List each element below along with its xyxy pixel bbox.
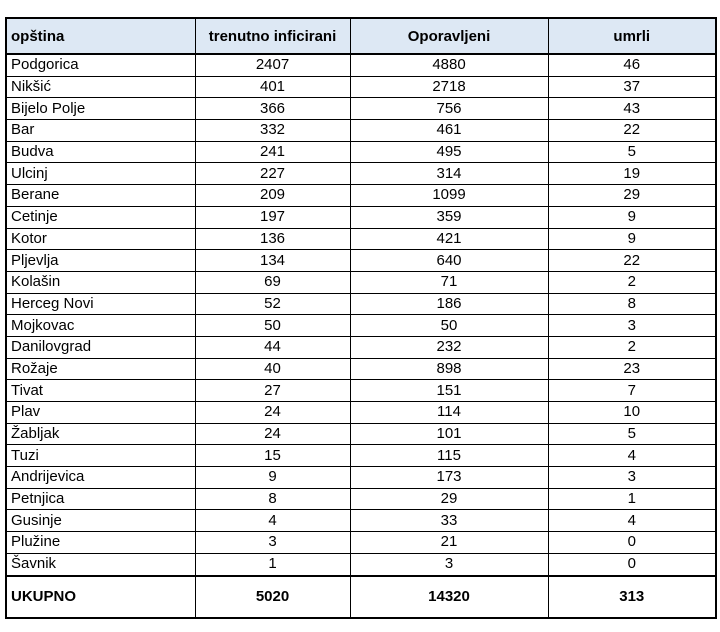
cell-municipality: Plužine [6,532,195,554]
table-row [6,510,716,532]
cell-deceased: 22 [548,120,716,142]
cell-currently-infected: 2407 [195,54,350,76]
cell-recovered: 29 [350,488,548,510]
table-row [6,76,716,98]
table-row [6,163,716,185]
cell-municipality: Danilovgrad [6,336,195,358]
cell-deceased: 5 [548,423,716,445]
header-recovered: Oporavljeni [350,18,548,54]
table-row [6,315,716,337]
cell-deceased: 10 [548,402,716,424]
cell-recovered: 232 [350,336,548,358]
cell-deceased: 3 [548,467,716,489]
table-row [6,185,716,207]
cell-currently-infected: 136 [195,228,350,250]
cell-currently-infected: 209 [195,185,350,207]
cell-currently-infected: 401 [195,76,350,98]
table-row [6,228,716,250]
cell-recovered: 461 [350,120,548,142]
cell-currently-infected: 3 [195,532,350,554]
cell-currently-infected: 40 [195,358,350,380]
cell-municipality: Pljevlja [6,250,195,272]
cell-recovered: 50 [350,315,548,337]
cell-currently-infected: 44 [195,336,350,358]
cell-recovered: 898 [350,358,548,380]
table-row [6,120,716,142]
cell-deceased: 8 [548,293,716,315]
table-row [6,532,716,554]
cell-recovered: 114 [350,402,548,424]
cell-currently-infected: 366 [195,98,350,120]
cell-deceased: 2 [548,271,716,293]
cell-currently-infected: 227 [195,163,350,185]
cell-deceased: 0 [548,553,716,575]
cell-currently-infected: 4 [195,510,350,532]
cell-currently-infected: 24 [195,402,350,424]
cell-municipality: Nikšić [6,76,195,98]
cell-recovered: 314 [350,163,548,185]
cell-recovered: 756 [350,98,548,120]
total-deceased: 313 [548,576,716,618]
cell-municipality: Gusinje [6,510,195,532]
cell-municipality: Žabljak [6,423,195,445]
cell-recovered: 186 [350,293,548,315]
cell-municipality: Tuzi [6,445,195,467]
cell-recovered: 359 [350,206,548,228]
table-row [6,423,716,445]
table-row [6,98,716,120]
cell-recovered: 173 [350,467,548,489]
cell-deceased: 3 [548,315,716,337]
cell-currently-infected: 24 [195,423,350,445]
cell-municipality: Podgorica [6,54,195,76]
cell-deceased: 0 [548,532,716,554]
table-row [6,54,716,76]
cell-deceased: 5 [548,141,716,163]
table-row [6,206,716,228]
cell-currently-infected: 27 [195,380,350,402]
cell-deceased: 29 [548,185,716,207]
cell-municipality: Rožaje [6,358,195,380]
cell-municipality: Petnjica [6,488,195,510]
table-row [6,293,716,315]
cell-deceased: 1 [548,488,716,510]
cell-recovered: 21 [350,532,548,554]
cell-recovered: 33 [350,510,548,532]
header-municipality: opština [6,18,195,54]
cell-municipality: Šavnik [6,553,195,575]
municipality-table [5,17,717,619]
cell-recovered: 3 [350,553,548,575]
table-row [6,250,716,272]
cell-recovered: 151 [350,380,548,402]
cell-municipality: Herceg Novi [6,293,195,315]
cell-recovered: 4880 [350,54,548,76]
header-currently-infected: trenutno inficirani [195,18,350,54]
cell-recovered: 421 [350,228,548,250]
cell-municipality: Tivat [6,380,195,402]
table-row [6,553,716,575]
cell-municipality: Bar [6,120,195,142]
cell-deceased: 4 [548,510,716,532]
table-row [6,141,716,163]
cell-municipality: Budva [6,141,195,163]
cell-deceased: 7 [548,380,716,402]
cell-deceased: 37 [548,76,716,98]
cell-municipality: Kotor [6,228,195,250]
cell-currently-infected: 15 [195,445,350,467]
cell-recovered: 495 [350,141,548,163]
cell-municipality: Ulcinj [6,163,195,185]
cell-currently-infected: 9 [195,467,350,489]
cell-currently-infected: 197 [195,206,350,228]
table-row [6,336,716,358]
table-row [6,271,716,293]
cell-deceased: 19 [548,163,716,185]
table-row [6,380,716,402]
table-header [6,18,716,54]
table-row [6,467,716,489]
cell-currently-infected: 241 [195,141,350,163]
cell-municipality: Cetinje [6,206,195,228]
header-row [6,18,716,54]
cell-recovered: 115 [350,445,548,467]
cell-deceased: 22 [548,250,716,272]
cell-municipality: Andrijevica [6,467,195,489]
cell-municipality: Bijelo Polje [6,98,195,120]
total-label: UKUPNO [6,576,195,618]
total-row [6,576,716,618]
cell-currently-infected: 1 [195,553,350,575]
cell-deceased: 2 [548,336,716,358]
cell-currently-infected: 8 [195,488,350,510]
cell-recovered: 71 [350,271,548,293]
cell-currently-infected: 134 [195,250,350,272]
table-footer [6,576,716,618]
cell-recovered: 1099 [350,185,548,207]
cell-currently-infected: 332 [195,120,350,142]
cell-deceased: 46 [548,54,716,76]
cell-municipality: Plav [6,402,195,424]
cell-currently-infected: 69 [195,271,350,293]
cell-municipality: Kolašin [6,271,195,293]
cell-deceased: 9 [548,206,716,228]
cell-recovered: 2718 [350,76,548,98]
table-row [6,488,716,510]
cell-deceased: 43 [548,98,716,120]
cell-deceased: 9 [548,228,716,250]
table-row [6,445,716,467]
table-body [6,54,716,576]
cell-recovered: 101 [350,423,548,445]
cell-currently-infected: 52 [195,293,350,315]
total-currently-infected: 5020 [195,576,350,618]
total-recovered: 14320 [350,576,548,618]
cell-municipality: Mojkovac [6,315,195,337]
cell-deceased: 4 [548,445,716,467]
cell-deceased: 23 [548,358,716,380]
cell-municipality: Berane [6,185,195,207]
table-row [6,358,716,380]
header-deceased: umrli [548,18,716,54]
cell-recovered: 640 [350,250,548,272]
table-row [6,402,716,424]
cell-currently-infected: 50 [195,315,350,337]
